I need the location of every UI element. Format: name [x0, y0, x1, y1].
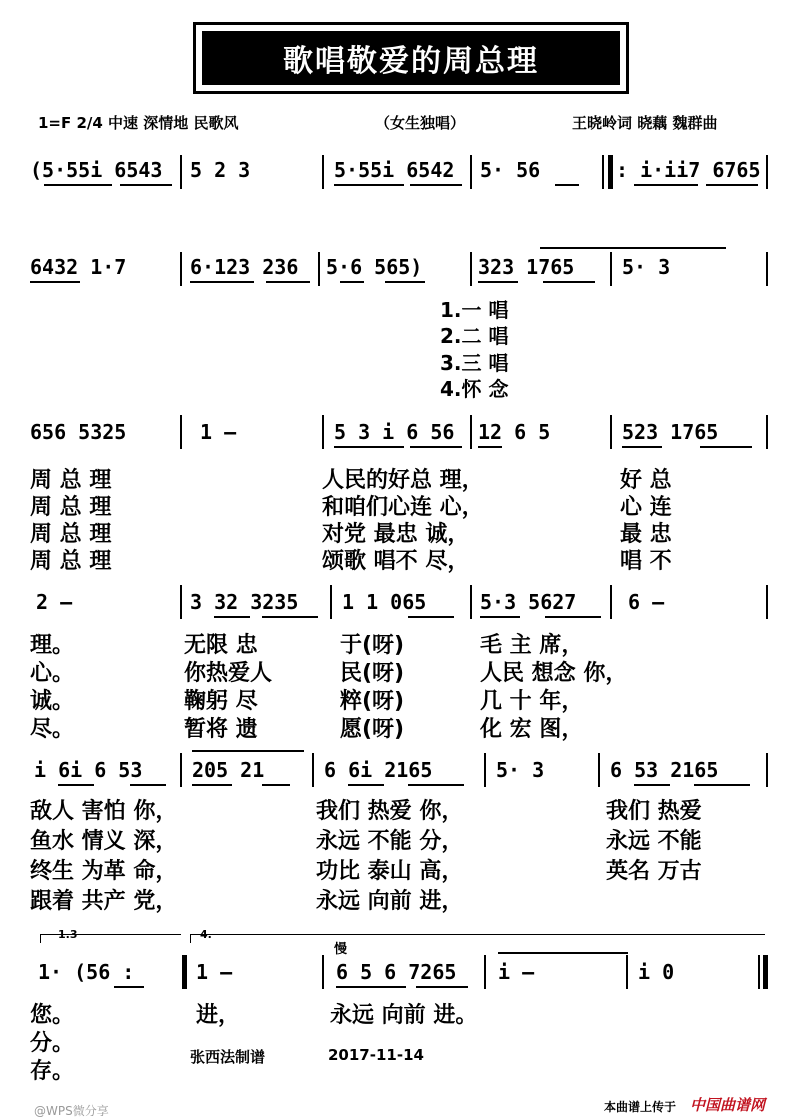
lyric: 愿(呀): [340, 717, 405, 742]
beam: [622, 446, 662, 448]
measure: i 6i 6 53: [34, 758, 143, 782]
barline: [470, 585, 472, 619]
measure: 523 1765: [622, 420, 719, 444]
measure: : i·ii7 6765: [616, 158, 761, 182]
barline: [602, 155, 604, 189]
lyric: 功比 泰山 高，: [316, 859, 464, 884]
beam: [694, 784, 750, 786]
lyric: 毛 主 席，: [480, 633, 584, 658]
measure: 6 –: [628, 590, 665, 614]
credits: 王晓岭词 晓藕 魏群曲: [572, 114, 718, 132]
lyric: 你热爱人: [184, 661, 273, 686]
measure: 5· 56: [480, 158, 541, 182]
barline: [180, 415, 182, 449]
beam: [700, 446, 752, 448]
barline: [180, 585, 182, 619]
lyric: 永远 向前 进。: [330, 1003, 478, 1028]
measure: 1 1 065: [342, 590, 427, 614]
upload-note: 本曲谱上传于: [604, 1100, 677, 1114]
lyric: 周 总 理: [30, 468, 112, 493]
song-title: 歌唱敬爱的周总理: [202, 31, 620, 85]
measure: 6 6i 2165: [324, 758, 433, 782]
beam: [262, 784, 290, 786]
beam: [190, 281, 254, 283]
lyric: 唱 不: [620, 549, 672, 574]
barline: [484, 955, 486, 989]
barline: [180, 753, 182, 787]
beam: [555, 184, 579, 186]
lyric: 理。: [30, 633, 75, 658]
barline: [484, 753, 486, 787]
lyric: 尽。: [30, 717, 75, 742]
beam: [416, 986, 468, 988]
barline: [610, 415, 612, 449]
lyric: 好 总: [620, 468, 672, 493]
beam: [266, 281, 310, 283]
beam: [410, 184, 462, 186]
measure: i 0: [638, 960, 675, 984]
wps-watermark: @WPS微分享: [34, 1104, 109, 1118]
lyric: 粹(呀): [340, 689, 405, 714]
lyric: 终生 为革 命，: [30, 859, 178, 884]
barline: [610, 585, 612, 619]
barline: [318, 252, 320, 286]
verse-label-2: 2.二 唱: [440, 324, 509, 348]
volta-bracket-2: [190, 934, 765, 943]
lyric: 诚。: [30, 689, 75, 714]
measure: 1· (56 :: [38, 960, 135, 984]
measure: 3 32 3235: [190, 590, 299, 614]
barline: [766, 155, 768, 189]
beam: [348, 784, 384, 786]
barline: [180, 155, 182, 189]
lyric: 鞠躬 尽: [184, 689, 258, 714]
beam: [30, 281, 80, 283]
measure: 2 –: [36, 590, 73, 614]
lyric: 几 十 年，: [480, 689, 584, 714]
measure: 12 6 5: [478, 420, 551, 444]
lyric: 心 连: [620, 495, 672, 520]
barline: [758, 955, 760, 989]
barline: [470, 252, 472, 286]
beam: [192, 784, 232, 786]
beam: [634, 184, 698, 186]
barline: [180, 252, 182, 286]
measure: 6 5 6 7265: [336, 960, 457, 984]
performance-note: （女生独唱）: [375, 114, 466, 132]
beam: [408, 616, 454, 618]
lyric: 暂将 遗: [184, 717, 258, 742]
lyric: 人民的好总 理，: [322, 468, 484, 493]
measure: 6432 1·7: [30, 255, 127, 279]
barline: [610, 252, 612, 286]
title-box: [193, 22, 629, 94]
barline: [322, 415, 324, 449]
beam: [634, 784, 670, 786]
repeat-end-barline: [182, 955, 187, 989]
tie: [498, 952, 628, 954]
beam: [478, 281, 518, 283]
barline: [312, 753, 314, 787]
beam: [334, 184, 404, 186]
slur: [540, 247, 726, 249]
beam: [340, 281, 364, 283]
lyric: 永远 不能 分，: [316, 829, 464, 854]
barline: [322, 955, 324, 989]
lyric: 我们 热爱 你，: [316, 799, 464, 824]
beam: [410, 446, 462, 448]
lyric: 最 忠: [620, 522, 672, 547]
measure: 205 21: [192, 758, 265, 782]
lyric: 我们 热爱: [606, 799, 702, 824]
lyric: 化 宏 图，: [480, 717, 584, 742]
lyric: 永远 不能: [606, 829, 702, 854]
measure: 5 3 i 6 56: [334, 420, 455, 444]
volta-label-1: 1.3: [58, 928, 78, 941]
barline: [470, 155, 472, 189]
beam: [478, 446, 502, 448]
measure: 1 –: [196, 960, 233, 984]
measure: 5· 3: [622, 255, 671, 279]
lyric: 周 总 理: [30, 522, 112, 547]
measure: 5·55i 6542: [334, 158, 455, 182]
lyric: 敌人 害怕 你，: [30, 799, 178, 824]
measure: 6 53 2165: [610, 758, 719, 782]
tempo-slow-mark: 慢: [334, 942, 348, 957]
lyric: 和咱们心连 心，: [322, 495, 484, 520]
volta-label-2: 4.: [200, 928, 212, 941]
beam: [706, 184, 758, 186]
site-logo: 中国曲谱网: [690, 1096, 766, 1114]
beam: [385, 281, 425, 283]
beam: [336, 986, 406, 988]
measure: 656 5325: [30, 420, 127, 444]
measure: (5·55i 6543: [30, 158, 163, 182]
barline: [766, 753, 768, 787]
barline: [470, 415, 472, 449]
key-tempo: 1=F 2/4 中速 深情地 民歌风: [38, 114, 239, 132]
barline: [330, 585, 332, 619]
lyric: 心。: [30, 661, 75, 686]
lyric: 进，: [196, 1003, 241, 1028]
lyric: 于(呀): [340, 633, 405, 658]
measure: 5·3 5627: [480, 590, 577, 614]
beam: [545, 616, 601, 618]
verse-label-3: 3.三 唱: [440, 351, 509, 375]
score-date: 2017-11-14: [328, 1046, 424, 1064]
barline: [598, 753, 600, 787]
lyric: 民(呀): [340, 661, 405, 686]
measure: 1 –: [200, 420, 237, 444]
lyric: 无限 忠: [184, 633, 258, 658]
lyric: 跟着 共产 党，: [30, 889, 178, 914]
lyric: 对党 最忠 诚，: [322, 522, 470, 547]
beam: [262, 616, 318, 618]
measure: 5·6 565): [326, 255, 423, 279]
lyric: 永远 向前 进，: [316, 889, 464, 914]
lyric: 英名 万古: [606, 859, 702, 884]
beam: [334, 446, 404, 448]
lyric: 周 总 理: [30, 495, 112, 520]
beam: [408, 784, 464, 786]
measure: 5· 3: [496, 758, 545, 782]
beam: [114, 986, 144, 988]
verse-label-1: 1.一 唱: [440, 298, 509, 322]
barline: [766, 585, 768, 619]
lyric: 人民 想念 你，: [480, 661, 628, 686]
repeat-barline: [608, 155, 613, 189]
beam: [120, 184, 172, 186]
measure: 323 1765: [478, 255, 575, 279]
slur: [192, 750, 304, 752]
lyric: 存。: [30, 1059, 75, 1084]
beam: [44, 184, 112, 186]
lyric: 颂歌 唱不 尽，: [322, 549, 470, 574]
barline: [322, 155, 324, 189]
beam: [58, 784, 94, 786]
score-maker: 张西法制谱: [190, 1048, 266, 1066]
lyric: 鱼水 情义 深，: [30, 829, 178, 854]
measure: 6·123 236: [190, 255, 299, 279]
measure: 5 2 3: [190, 158, 251, 182]
beam: [214, 616, 250, 618]
final-barline: [763, 955, 768, 989]
barline: [766, 252, 768, 286]
lyric: 周 总 理: [30, 549, 112, 574]
lyric: 您。: [30, 1003, 75, 1028]
measure: i –: [498, 960, 535, 984]
lyric: 分。: [30, 1031, 75, 1056]
barline: [626, 955, 628, 989]
barline: [766, 415, 768, 449]
beam: [480, 616, 520, 618]
beam: [543, 281, 595, 283]
beam: [130, 784, 166, 786]
verse-label-4: 4.怀 念: [440, 377, 509, 401]
